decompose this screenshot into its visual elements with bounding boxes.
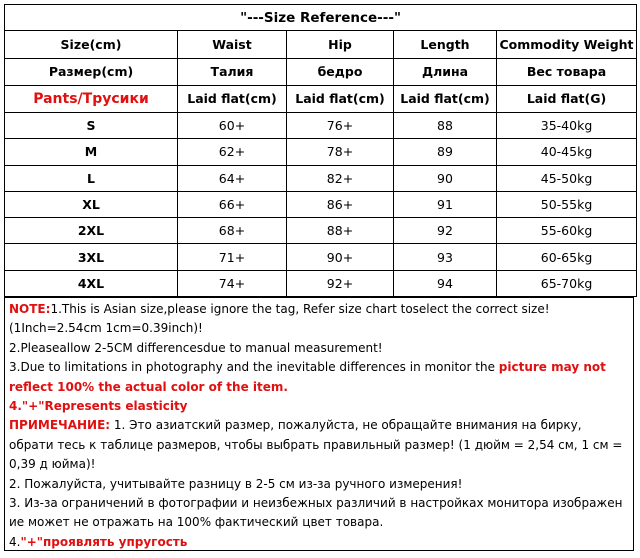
note-ru-1-text: 1. Это азиатский размер, пожалуйста, не обращайте внимания на бирку, обрати тесь к таблице размеров, чтобы выбрать правильный размер! (1 дюйм = 2,54 см, 1 см = 0,39 д юйма)! xyxy=(9,418,623,472)
measure-row xyxy=(5,85,637,112)
waist-cell: 64+ xyxy=(178,165,287,191)
table-row xyxy=(5,113,637,139)
note-ru-4 xyxy=(9,533,629,552)
hip-cell: 82+ xyxy=(287,165,394,191)
note-1-text: 1.This is Asian size,please ignore the tag, Refer size chart toselect the correct size!(1Inch=2.54cm 1cm=0.39inch)! xyxy=(9,302,550,336)
size-cell: M xyxy=(5,139,178,165)
note-3 xyxy=(9,358,629,397)
header-waist-ru: Талия xyxy=(178,58,287,85)
hip-cell: 86+ xyxy=(287,191,394,217)
table-row xyxy=(5,244,637,270)
weight-cell: 40-45kg xyxy=(497,139,637,165)
notes-box xyxy=(4,297,634,551)
length-cell: 91 xyxy=(394,191,497,217)
weight-cell: 55-60kg xyxy=(497,218,637,244)
note-ru-4-prefix: 4. xyxy=(9,534,21,549)
header-weight: Commodity Weight xyxy=(497,31,637,58)
note-label: NOTE: xyxy=(9,302,51,316)
length-cell: 94 xyxy=(394,270,497,296)
note-1 xyxy=(9,300,629,339)
header-size: Size(cm) xyxy=(5,31,178,58)
weight-cell: 60-65kg xyxy=(497,244,637,270)
measure-weight: Laid flat(G) xyxy=(497,85,637,112)
size-cell: XL xyxy=(5,191,178,217)
waist-cell: 68+ xyxy=(178,218,287,244)
table-row xyxy=(5,218,637,244)
note-ru-2: 2. Пожалуйста, учитывайте разницу в 2-5 см из-за ручного измерения! xyxy=(9,476,463,491)
header-hip: Hip xyxy=(287,31,394,58)
table-row xyxy=(5,139,637,165)
size-cell: 2XL xyxy=(5,218,178,244)
weight-cell: 35-40kg xyxy=(497,113,637,139)
hip-cell: 92+ xyxy=(287,270,394,296)
length-cell: 92 xyxy=(394,218,497,244)
header-row-english xyxy=(5,31,637,58)
note-ru-1 xyxy=(9,416,629,474)
waist-cell: 71+ xyxy=(178,244,287,270)
note-3-text: 3.Due to limitations in photography and the inevitable differences in monitor the xyxy=(9,360,499,375)
header-size-ru: Размер(cm) xyxy=(5,58,178,85)
hip-cell: 88+ xyxy=(287,218,394,244)
waist-cell: 62+ xyxy=(178,139,287,165)
header-row-russian xyxy=(5,58,637,85)
measure-length: Laid flat(cm) xyxy=(394,85,497,112)
header-weight-ru: Вес товара xyxy=(497,58,637,85)
waist-cell: 74+ xyxy=(178,270,287,296)
weight-cell: 50-55kg xyxy=(497,191,637,217)
header-length-ru: Длина xyxy=(394,58,497,85)
header-hip-ru: бедро xyxy=(287,58,394,85)
note-2: 2.Pleaseallow 2-5CM differencesdue to manual measurement! xyxy=(9,340,383,355)
size-chart-table xyxy=(4,4,637,297)
weight-cell: 45-50kg xyxy=(497,165,637,191)
length-cell: 93 xyxy=(394,244,497,270)
size-cell: S xyxy=(5,113,178,139)
length-cell: 90 xyxy=(394,165,497,191)
waist-cell: 60+ xyxy=(178,113,287,139)
note-ru-4-highlight: "+"проявлять упругость xyxy=(20,534,188,549)
note-ru-label: ПРИМЕЧАНИЕ: xyxy=(9,418,111,433)
note-4: 4."+"Represents elasticity xyxy=(9,399,188,414)
weight-cell: 65-70kg xyxy=(497,270,637,296)
hip-cell: 90+ xyxy=(287,244,394,270)
header-length: Length xyxy=(394,31,497,58)
hip-cell: 76+ xyxy=(287,113,394,139)
length-cell: 89 xyxy=(394,139,497,165)
size-cell: 3XL xyxy=(5,244,178,270)
measure-hip: Laid flat(cm) xyxy=(287,85,394,112)
table-row xyxy=(5,165,637,191)
length-cell: 88 xyxy=(394,113,497,139)
product-type-label: Pants/Трусики xyxy=(5,85,178,112)
note-ru-3: 3. Из-за ограничений в фотографии и неизбежных различий в настройках монитора изображен ие может не отражать на 100% фактический цвет товара. xyxy=(9,496,623,530)
measure-waist: Laid flat(cm) xyxy=(178,85,287,112)
note-3-highlight: picture may not reflect 100% the actual color of the item. xyxy=(9,360,606,394)
table-row xyxy=(5,270,637,296)
waist-cell: 66+ xyxy=(178,191,287,217)
size-cell: L xyxy=(5,165,178,191)
size-chart-title: "---Size Reference---" xyxy=(5,5,637,31)
size-cell: 4XL xyxy=(5,270,178,296)
table-row xyxy=(5,191,637,217)
header-waist: Waist xyxy=(178,31,287,58)
hip-cell: 78+ xyxy=(287,139,394,165)
